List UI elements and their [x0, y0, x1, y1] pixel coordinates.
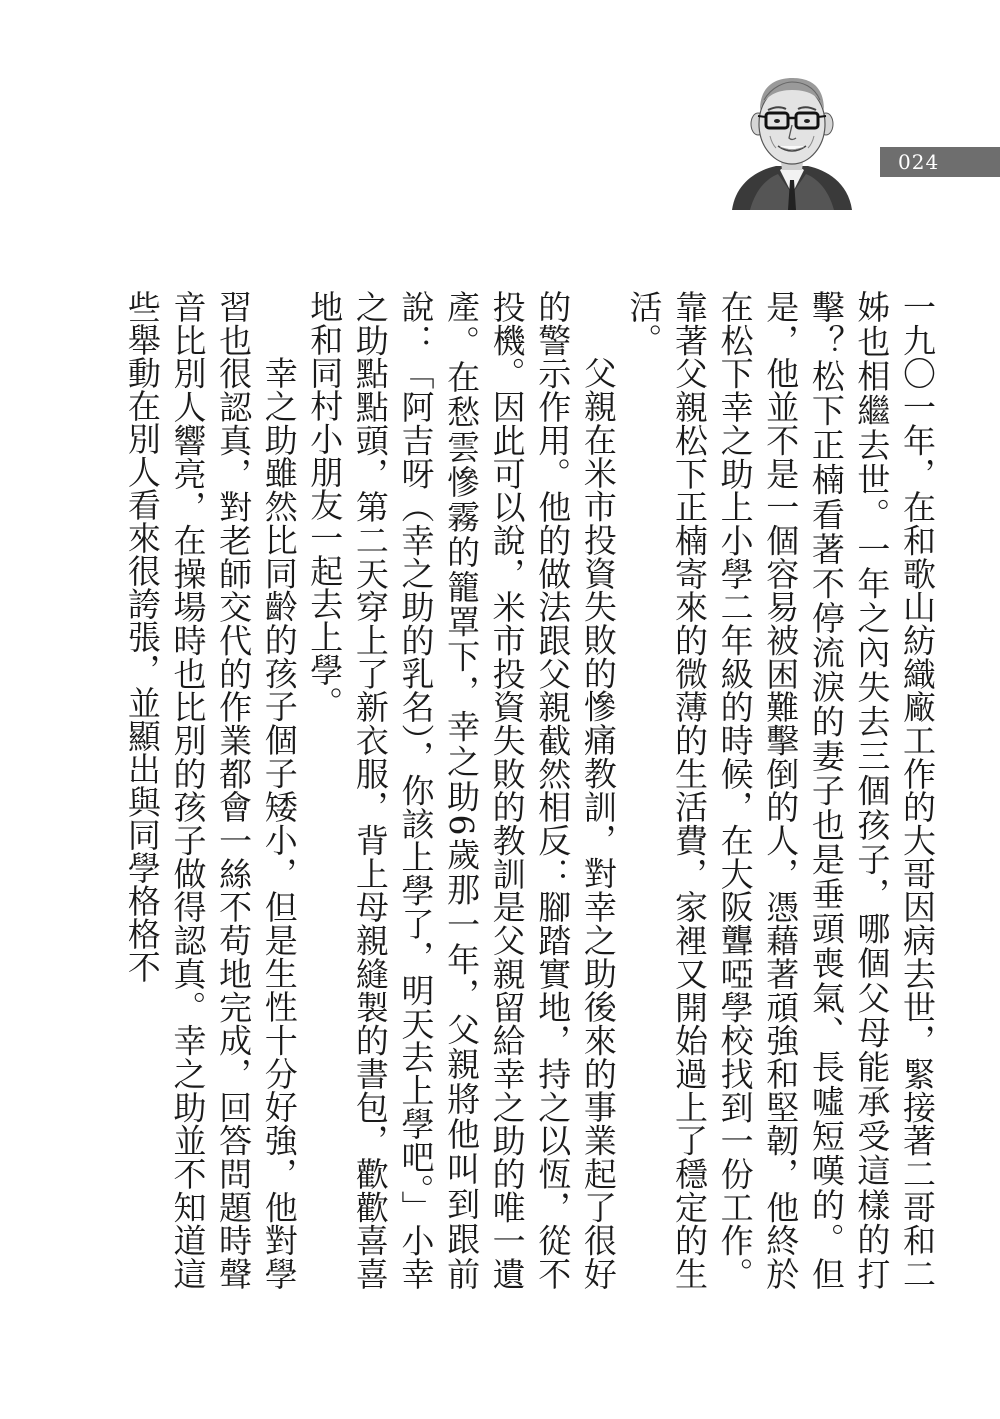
portrait-illustration: [728, 70, 856, 210]
paragraph-2: 父親在米市投資失敗的慘痛教訓，對幸之助後來的事業起了很好的警示作用。他的做法跟父親截然相反：腳踏實地，持之以恆，從不投機。因此可以說，米市投資失敗的教訓是父親留給幸之助的唯一遺產。在愁雲慘霧的籠罩下，幸之助6歲那一年，父親將他叫到跟前說：「阿吉呀（幸之助的乳名），你該上學了，明天去上學吧。」小幸之助點點頭，第二天穿上了新衣服，背上母親縫製的書包，歡歡喜喜地和同村小朋友一起去上學。: [305, 290, 618, 1290]
body-text: [122, 290, 940, 1290]
page-number: 024: [880, 147, 1000, 177]
paragraph-1: 一九〇一年，在和歌山紡織廠工作的大哥因病去世，緊接著二哥和二姊也相繼去世。一年之內失去三個孩子，哪個父母能承受這樣的打擊？松下正楠看著不停流淚的妻子也是垂頭喪氣、長噓短嘆的。但是，他並不是一個容易被困難擊倒的人，憑藉著頑強和堅韌，他終於在松下幸之助上小學二年級的時候，在大阪聾啞學校找到一份工作。靠著父親松下正楠寄來的微薄的生活費，家裡又開始過上了穩定的生活。: [624, 290, 937, 1290]
paragraph-3: 幸之助雖然比同齡的孩子個子矮小，但是生性十分好強，他對學習也很認真，對老師交代的作業都會一絲不苟地完成，回答問題時聲音比別人響亮，在操場時也比別的孩子做得認真。幸之助並不知道這些舉動在別人看來很誇張，並顯出與同學格格不: [122, 290, 299, 1290]
